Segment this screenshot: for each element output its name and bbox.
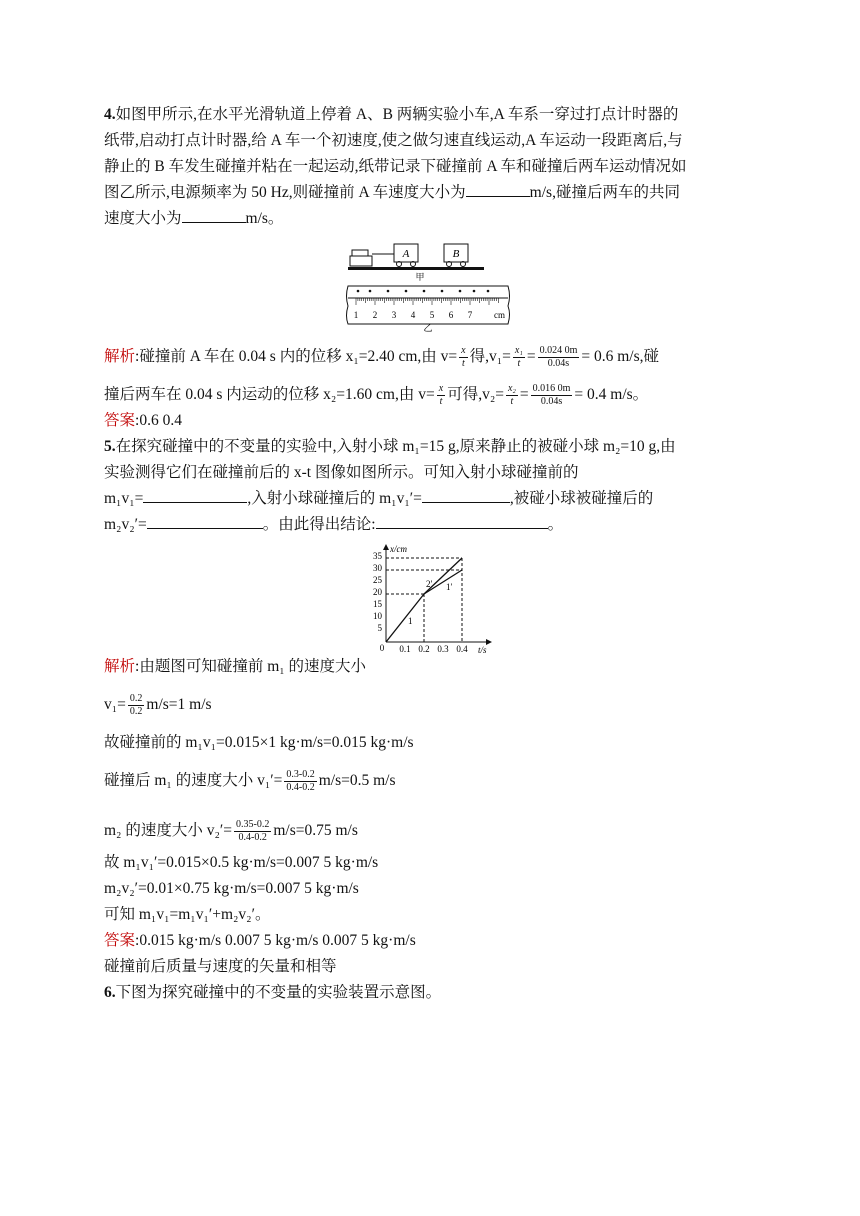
q5-text-3a: m₁v₁=	[104, 490, 144, 507]
frac-den: t	[439, 395, 443, 407]
tape-dot	[487, 290, 490, 293]
frac-den: 0.4-0.2	[238, 831, 267, 843]
q5-sol-4b: m/s=0.5 m/s	[318, 772, 396, 789]
frac-num: 0.016 0m	[532, 382, 571, 394]
q5-sol-1: :由题图可知碰撞前 m₁ 的速度大小	[135, 658, 367, 675]
car-b-label: B	[452, 248, 460, 260]
q4-line4	[104, 180, 754, 206]
q5-solution-8: 可知 m₁v₁=m₁v₁′+m₂v₂′。	[104, 906, 271, 923]
q5-text-4a: m₂v₂′=	[104, 516, 147, 533]
q5-answer	[104, 928, 754, 954]
q4-sol-1d: = 0.6 m/s,碰	[581, 348, 659, 365]
q5-line3	[104, 486, 754, 512]
x-tick-0.3: 0.3	[437, 644, 449, 654]
frac-den: t	[510, 395, 514, 407]
q4-text-5b: m/s。	[245, 210, 284, 227]
q4-line3: 静止的 B 车发生碰撞并粘在一起运动,纸带记录下碰撞前 A 车和碰撞后两车运动情况如	[104, 158, 687, 175]
ruler-label: 3	[391, 310, 397, 320]
q4-answer	[104, 408, 754, 434]
q4-line5	[104, 206, 754, 232]
frac-v1	[128, 693, 145, 718]
track	[348, 267, 484, 270]
q4-sol-2d: = 0.4 m/s。	[574, 386, 649, 403]
tape-dot	[441, 290, 444, 293]
frac-v1-value	[538, 345, 580, 370]
q5-solution-7: m₂v₂′=0.01×0.75 kg·m/s=0.007 5 kg·m/s	[104, 880, 359, 897]
fig-label-yi: 乙	[423, 323, 433, 332]
y-tick-35: 35	[373, 551, 382, 561]
q5-text-1: 在探究碰撞中的不变量的实验中,入射小球 m₁=15 g,原来静止的被碰小球 m₂=10 g,由	[115, 438, 676, 455]
q5-sol-4a: 碰撞后 m₁ 的速度大小 v₁′=	[104, 772, 283, 789]
frac-x1-t	[513, 345, 525, 370]
tape-dot	[423, 290, 426, 293]
q5-blank-3	[147, 512, 263, 529]
x-tick-0.2: 0.2	[418, 644, 430, 654]
ruler-label: 7	[467, 310, 473, 320]
q4-text-5a: 速度大小为	[104, 210, 182, 227]
q4-text-4a: 图乙所示,电源频率为 50 Hz,则碰撞前 A 车速度大小为	[104, 184, 466, 201]
line-1	[386, 594, 424, 642]
q5-solution-1	[104, 654, 754, 680]
q5-solution-5	[104, 818, 754, 844]
frac-num: x	[461, 344, 466, 356]
q4-sol-1a: :碰撞前 A 车在 0.04 s 内的位移 x₁=2.40 cm,由 v=	[135, 348, 458, 365]
y-axis-arrow	[383, 544, 389, 550]
q5-line1	[104, 434, 754, 460]
frac-num: 0.35-0.2	[236, 818, 270, 830]
q5-sol-2b: m/s=1 m/s	[146, 696, 212, 713]
q5-solution-3: 故碰撞前的 m₁v₁=0.015×1 kg·m/s=0.015 kg·m/s	[104, 734, 414, 751]
frac-den: 0.04s	[540, 395, 563, 407]
ruler-label: 4	[410, 310, 416, 320]
timer-body	[350, 256, 372, 266]
q5-blank-4	[376, 512, 548, 529]
q4-blank-2	[182, 206, 246, 223]
q5-jiexi-label: 解析	[104, 658, 136, 675]
frac-den: t	[461, 357, 465, 369]
tape-dot	[405, 290, 408, 293]
fig-label-jia: 甲	[415, 272, 425, 282]
q4-daan-label: 答案	[104, 412, 136, 429]
q5-solution-4	[104, 768, 754, 794]
label-1prime: 1′	[446, 582, 453, 592]
q5-answer-text: :0.015 kg·m/s 0.007 5 kg·m/s 0.007 5 kg·m/s	[135, 932, 416, 949]
frac-v-def-2	[437, 383, 445, 408]
frac-den: t	[517, 357, 521, 369]
x-ticks	[399, 644, 468, 654]
q5-sol-2a: v₁=	[104, 696, 126, 713]
q4-jiexi-label: 解析	[104, 348, 136, 365]
frac-v2p	[234, 819, 271, 844]
q4-blank-1	[466, 180, 530, 197]
timer-top	[352, 250, 368, 256]
document-page	[104, 102, 754, 1006]
q5-solution-6: 故 m₁v₁′=0.015×0.5 kg·m/s=0.007 5 kg·m/s	[104, 854, 379, 871]
frac-den: 0.4-0.2	[286, 781, 315, 793]
label-1: 1	[408, 616, 413, 626]
q4-text-1: 如图甲所示,在水平光滑轨道上停着 A、B 两辆实验小车,A 车系一穿过打点计时器的	[115, 106, 679, 123]
x-tick-0.4: 0.4	[456, 644, 468, 654]
q6-number: 6.	[104, 984, 116, 1001]
q5-sol-5b: m/s=0.75 m/s	[273, 822, 358, 839]
q5-blank-2	[422, 486, 510, 503]
y-tick-10: 10	[373, 611, 382, 621]
tape-dot	[459, 290, 462, 293]
q5-daan-label: 答案	[104, 932, 136, 949]
x-axis-label: t/s	[478, 645, 487, 654]
tape-dots	[357, 290, 490, 293]
y-tick-25: 25	[373, 575, 382, 585]
frac-v1p	[284, 769, 316, 794]
ruler-label: 6	[448, 310, 454, 320]
y-tick-15: 15	[373, 599, 382, 609]
tape-dot	[369, 290, 372, 293]
ruler-label: 2	[372, 310, 378, 320]
y-tick-5: 5	[377, 623, 382, 633]
q4-line1	[104, 102, 754, 128]
q5-line2: 实验测得它们在碰撞前后的 x-t 图像如图所示。可知入射小球碰撞前的	[104, 464, 579, 481]
frac-x2-t	[506, 383, 518, 408]
tape-dot	[387, 290, 390, 293]
tape-dot	[473, 290, 476, 293]
guide-lines	[386, 558, 462, 642]
y-axis-label: x/cm	[390, 544, 407, 554]
q4-sol-1b: 得,v₁=	[469, 348, 511, 365]
q5-text-3b: ,入射小球碰撞后的 m₁v₁′=	[247, 490, 422, 507]
q5-sol-5a: m₂ 的速度大小 v₂′=	[104, 822, 232, 839]
frac-num: x₂	[507, 382, 516, 394]
y-tick-20: 20	[373, 587, 382, 597]
q5-text-3c: ,被碰小球被碰撞后的	[509, 490, 654, 507]
ruler-unit: cm	[494, 310, 505, 320]
frac-v-def	[459, 345, 467, 370]
ruler-label: 5	[429, 310, 435, 320]
q4-sol-2b: 可得,v₂=	[447, 386, 504, 403]
q4-solution-line2	[104, 382, 754, 408]
q4-text-4b: m/s,碰撞后两车的共同	[529, 184, 680, 201]
q5-number: 5.	[104, 438, 116, 455]
q5-text-4b: 。由此得出结论:	[262, 516, 376, 533]
q5-conclusion: 碰撞前后质量与速度的矢量和相等	[104, 958, 337, 975]
car-a-label: A	[402, 248, 410, 260]
origin-label: 0	[379, 643, 385, 653]
label-2prime: 2′	[426, 579, 433, 589]
q4-line2: 纸带,启动打点计时器,给 A 车一个初速度,使之做匀速直线运动,A 车运动一段距离后,与	[104, 132, 683, 149]
ruler-label: 1	[353, 310, 359, 320]
ruler-ticks	[356, 298, 499, 305]
x-tick-0.1: 0.1	[399, 644, 411, 654]
frac-num: x₁	[514, 344, 523, 356]
q4-number: 4.	[104, 106, 116, 123]
q5-text-4c: 。	[547, 516, 564, 533]
frac-num: 0.3-0.2	[286, 768, 315, 780]
q4-sol-2c: =	[519, 386, 529, 403]
q4-solution-line1	[104, 344, 754, 370]
frac-den: 0.04s	[547, 357, 570, 369]
ruler-labels	[354, 310, 473, 320]
q4-sol-1c: =	[526, 348, 536, 365]
q6-text: 下图为探究碰撞中的不变量的实验装置示意图。	[115, 984, 442, 1001]
tape-dot	[357, 290, 360, 293]
frac-v2-value	[531, 383, 573, 408]
q4-sol-2a: 撞后两车在 0.04 s 内运动的位移 x₂=1.60 cm,由 v=	[104, 386, 435, 403]
y-tick-30: 30	[373, 563, 382, 573]
q6-line1	[104, 980, 754, 1006]
frac-num: 0.024 0m	[539, 344, 578, 356]
q5-xt-graph	[364, 542, 494, 654]
frac-den: 0.2	[129, 705, 143, 717]
q5-blank-1	[143, 486, 247, 503]
q4-answer-text: :0.6 0.4	[135, 412, 182, 429]
q5-solution-2	[104, 692, 754, 718]
x-axis-arrow	[486, 639, 492, 645]
y-ticks	[373, 551, 383, 633]
q4-figure	[344, 240, 514, 332]
frac-num: 0.2	[129, 692, 143, 704]
q5-line4	[104, 512, 754, 538]
frac-num: x	[438, 382, 444, 394]
